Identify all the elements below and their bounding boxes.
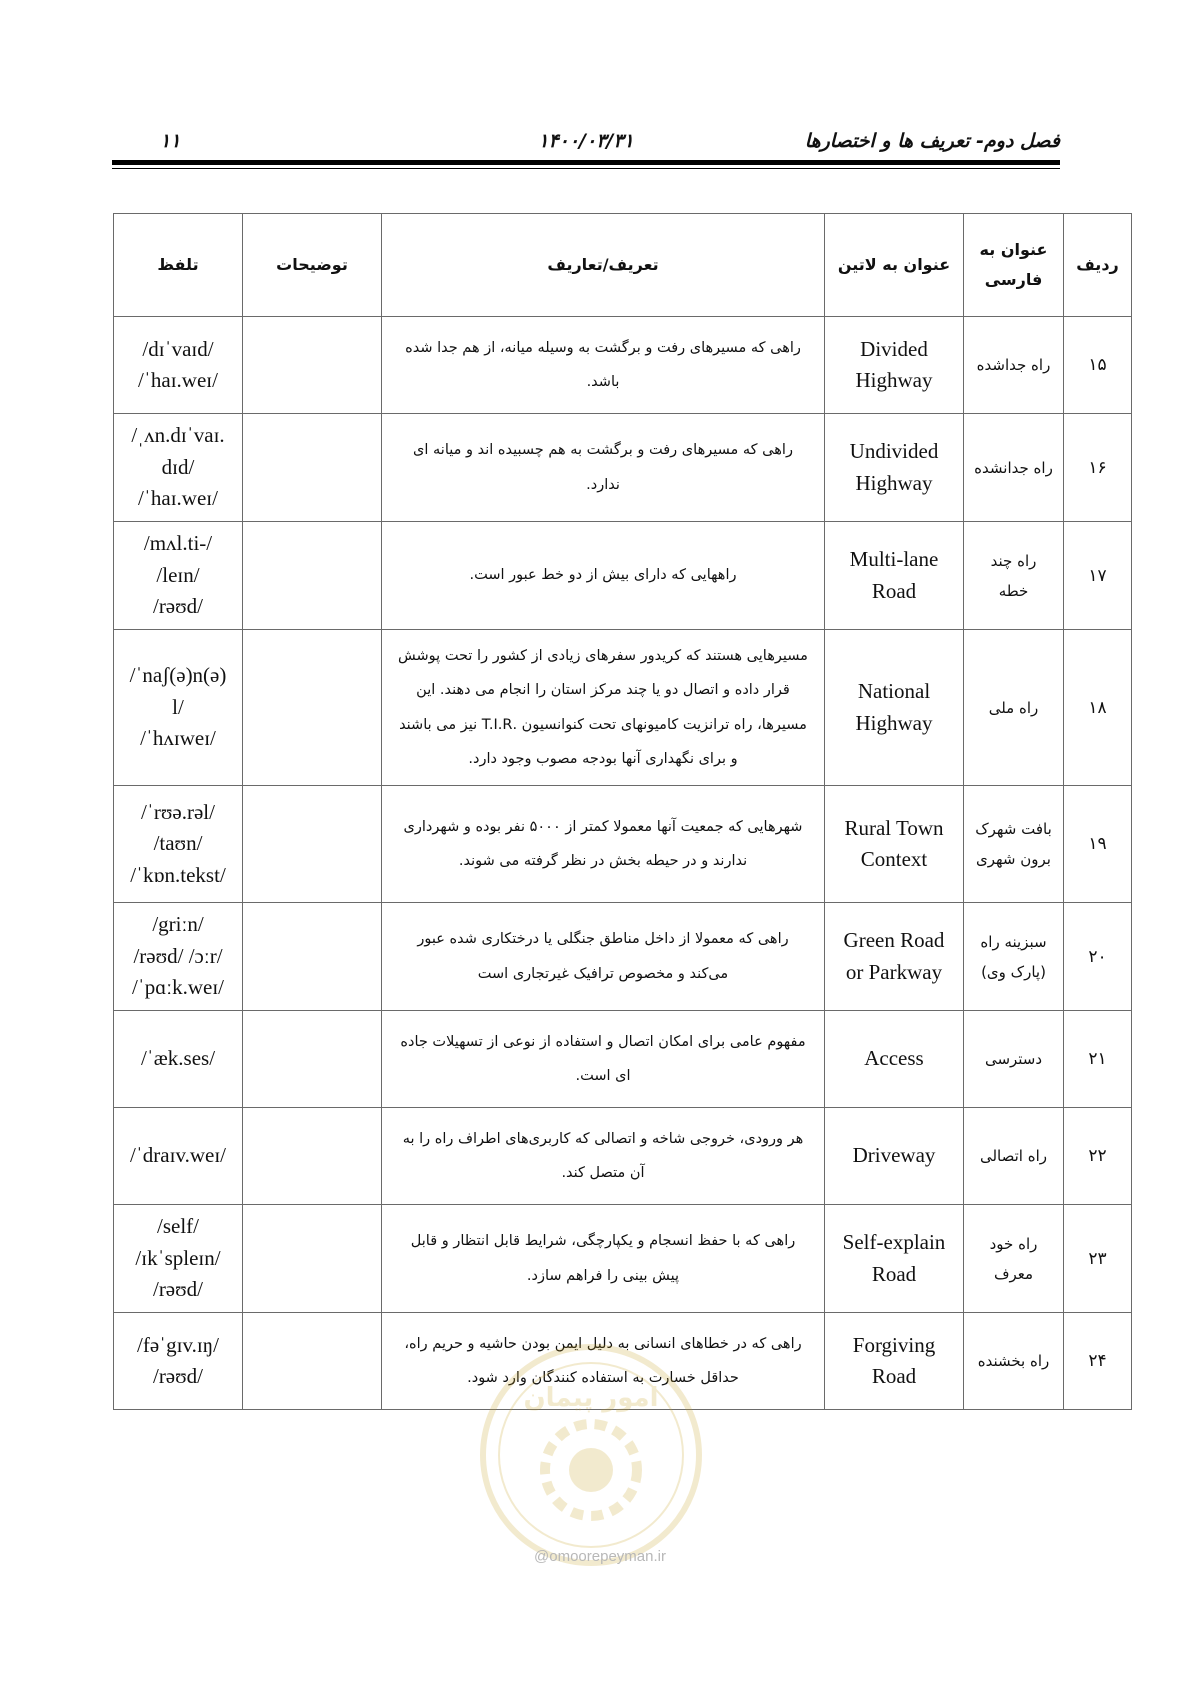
row-number-cell: ۲۱ — [1064, 1011, 1132, 1108]
notes-cell — [243, 414, 382, 522]
definition-cell: شهرهایی که جمعیت آنها معمولا کمتر از ۵۰۰۰ نفر بوده و شهرداری ندارند و در حیطه بخش در نظر گرفته می شوند. — [382, 786, 825, 903]
pronunciation-cell: /ˈæk.ses/ — [114, 1011, 243, 1108]
definition-cell: هر ورودی، خروجی شاخه و اتصالی که کاربری‌های اطراف راه را به آن متصل کند. — [382, 1108, 825, 1205]
latin-title-cell: Access — [825, 1011, 964, 1108]
latin-title-cell: Rural Town Context — [825, 786, 964, 903]
table-row — [114, 414, 1132, 522]
col-header-notes: توضیحات — [243, 214, 382, 317]
definition-cell: راهی که با حفظ انسجام و یکپارچگی، شرایط قابل انتظار و قابل پیش بینی را فراهم سازد. — [382, 1205, 825, 1313]
pronunciation-cell: /ˌʌn.dɪˈvaɪ. dɪd/ /ˈhaɪ.weɪ/ — [114, 414, 243, 522]
pronunciation-cell: /dɪˈvaɪd/ /ˈhaɪ.weɪ/ — [114, 317, 243, 414]
latin-title-cell: Multi-lane Road — [825, 522, 964, 630]
watermark-site: @omoorepeyman.ir — [534, 1548, 666, 1565]
notes-cell — [243, 630, 382, 786]
notes-cell — [243, 1108, 382, 1205]
col-header-latin-title: عنوان به لاتین — [825, 214, 964, 317]
notes-cell — [243, 786, 382, 903]
table-row — [114, 1313, 1132, 1410]
table-row — [114, 786, 1132, 903]
row-number-cell: ۱۹ — [1064, 786, 1132, 903]
persian-title-cell: راه جداشده — [964, 317, 1064, 414]
latin-title-cell: Green Road or Parkway — [825, 903, 964, 1011]
definition-cell: راههایی که دارای بیش از دو خط عبور است. — [382, 522, 825, 630]
row-number-cell: ۱۵ — [1064, 317, 1132, 414]
pronunciation-cell: /fəˈgɪv.ɪŋ/ /rəʊd/ — [114, 1313, 243, 1410]
header-rule-thick — [112, 160, 1060, 165]
notes-cell — [243, 903, 382, 1011]
latin-title-cell: Forgiving Road — [825, 1313, 964, 1410]
table-row — [114, 317, 1132, 414]
header-rule-thin — [112, 168, 1060, 169]
pronunciation-cell: /ˈnaʃ(ə)n(ə) l/ /ˈhʌɪweɪ/ — [114, 630, 243, 786]
page-header — [112, 122, 1060, 168]
table-row — [114, 630, 1132, 786]
definition-cell: راهی که مسیرهای رفت و برگشت به وسیله میانه، از هم جدا شده باشد. — [382, 317, 825, 414]
definition-cell: راهی که مسیرهای رفت و برگشت به هم چسبیده اند و میانه ای ندارد. — [382, 414, 825, 522]
notes-cell — [243, 317, 382, 414]
latin-title-cell: Undivided Highway — [825, 414, 964, 522]
notes-cell — [243, 1011, 382, 1108]
table-header-row — [114, 214, 1132, 317]
col-header-definition: تعریف/تعاریف — [382, 214, 825, 317]
notes-cell — [243, 1205, 382, 1313]
pronunciation-cell: /mʌl.ti-/ /leɪn/ /rəʊd/ — [114, 522, 243, 630]
row-number-cell: ۱۶ — [1064, 414, 1132, 522]
table-row — [114, 522, 1132, 630]
row-number-cell: ۱۷ — [1064, 522, 1132, 630]
header-date: ۱۴۰۰/۰۳/۳۱ — [538, 130, 634, 152]
row-number-cell: ۱۸ — [1064, 630, 1132, 786]
pronunciation-cell: /ˈrʊə.rəl/ /taʊn/ /ˈkɒn.tekst/ — [114, 786, 243, 903]
notes-cell — [243, 522, 382, 630]
watermark-emblem-text: امور پیمان — [523, 1383, 659, 1413]
persian-title-cell: راه ملی — [964, 630, 1064, 786]
persian-title-cell: راه خود معرف — [964, 1205, 1064, 1313]
row-number-cell: ۲۰ — [1064, 903, 1132, 1011]
pronunciation-cell: /ˈdraɪv.weɪ/ — [114, 1108, 243, 1205]
latin-title-cell: Self-explain Road — [825, 1205, 964, 1313]
latin-title-cell: National Highway — [825, 630, 964, 786]
persian-title-cell: دسترسی — [964, 1011, 1064, 1108]
table-row — [114, 1011, 1132, 1108]
page-number: ۱۱ — [160, 130, 181, 152]
col-header-persian-title: عنوان به فارسی — [964, 214, 1064, 317]
persian-title-cell: سبزینه راه (پارک وی) — [964, 903, 1064, 1011]
definition-cell: مفهوم عامی برای امکان اتصال و استفاده از نوعی از تسهیلات جاده ای است. — [382, 1011, 825, 1108]
persian-title-cell: راه بخشنده — [964, 1313, 1064, 1410]
persian-title-cell: راه اتصالی — [964, 1108, 1064, 1205]
persian-title-cell: بافت شهرک برون شهری — [964, 786, 1064, 903]
pronunciation-cell: /griːn/ /rəʊd/ /ɔːr/ /ˈpɑːk.weɪ/ — [114, 903, 243, 1011]
latin-title-cell: Divided Highway — [825, 317, 964, 414]
notes-cell — [243, 1313, 382, 1410]
col-header-pronunciation: تلفظ — [114, 214, 243, 317]
definition-cell: مسیرهایی هستند که کریدور سفرهای زیادی از کشور را تحت پوشش قرار داده و اتصال دو یا چند مرکز استان را انجام می دهند. این مسیرها، راه ترانزیت کامیونهای تحت کنوانسیون .T.I.R نیز می باشند و برای نگهداری آنها بودجه مصوب وجود دارد. — [382, 630, 825, 786]
row-number-cell: ۲۳ — [1064, 1205, 1132, 1313]
table-row — [114, 1108, 1132, 1205]
row-number-cell: ۲۲ — [1064, 1108, 1132, 1205]
definition-cell: راهی که معمولا از داخل مناطق جنگلی یا درختکاری شده عبور می‌کند و مخصوص ترافیک غیرتجاری است — [382, 903, 825, 1011]
latin-title-cell: Driveway — [825, 1108, 964, 1205]
glossary-table — [113, 213, 1132, 1410]
table-row — [114, 1205, 1132, 1313]
pronunciation-cell: /self/ /ɪkˈspleɪn/ /rəʊd/ — [114, 1205, 243, 1313]
persian-title-cell: راه چند خطه — [964, 522, 1064, 630]
chapter-title: فصل دوم- تعریف ها و اختصارها — [804, 130, 1060, 152]
table-row — [114, 903, 1132, 1011]
persian-title-cell: راه جدانشده — [964, 414, 1064, 522]
col-header-row-number: ردیف — [1064, 214, 1132, 317]
definition-cell: راهی که در خطاهای انسانی به دلیل ایمن بودن حاشیه و حریم راه، حداقل خسارت به استفاده کنندگان وارد شود. — [382, 1313, 825, 1410]
row-number-cell: ۲۴ — [1064, 1313, 1132, 1410]
